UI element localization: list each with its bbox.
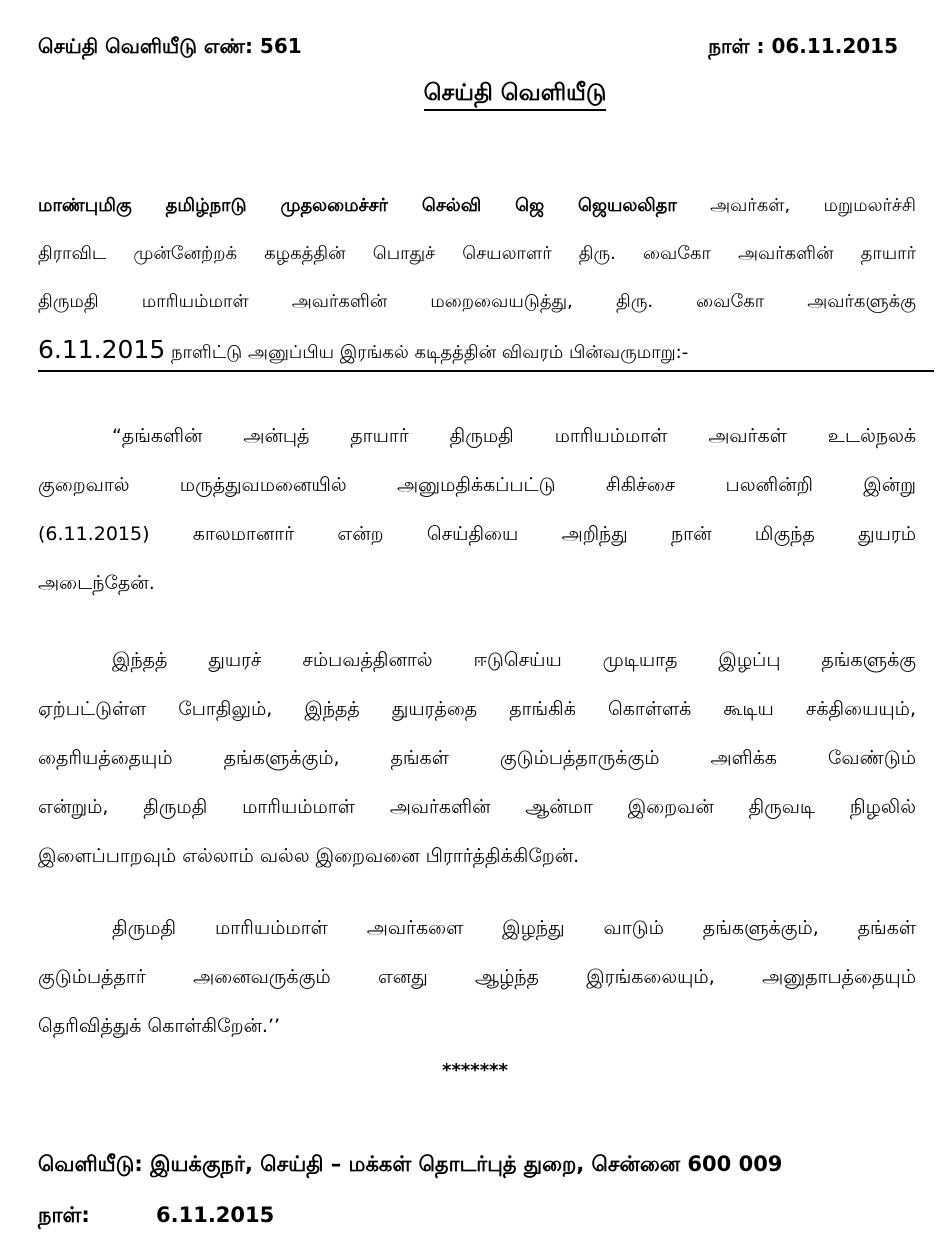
paragraph-line: திருமதி மாரியம்மாள் அவர்களை இழந்து வாடும் தங்களுக்கும், தங்கள்	[112, 917, 916, 939]
release-date: நாள் : 06.11.2015	[708, 34, 898, 58]
paragraph-line: குறைவால் மருத்துவமனையில் அனுமதிக்கப்பட்டு சிகிச்சை பலனின்றி இன்று	[38, 474, 916, 496]
letter-paragraph-1	[38, 412, 916, 608]
paragraph-line: ஏற்பட்டுள்ள போதிலும், இந்தத் துயரத்தை தாங்கிக் கொள்ளக் கூடிய சக்தியையும்,	[38, 698, 916, 720]
footer-issued-by: வெளியீடு: இயக்குநர், செய்தி – மக்கள் தொடர்புத் துறை, சென்னை 600 009	[38, 1152, 783, 1176]
intro-line-4-rest: நாளிட்டு அனுப்பிய இரங்கல் கடிதத்தின் விவரம் பின்வருமாறு:-	[170, 342, 689, 363]
paragraph-line: குடும்பத்தார் அனைவருக்கும் எனது ஆழ்ந்த இரங்கலையும், அனுதாபத்தையும்	[38, 966, 916, 988]
separator-stars: *******	[442, 1060, 508, 1081]
paragraph-line: இந்தத் துயரச் சம்பவத்தினால் ஈடுசெய்ய முடியாத இழப்பு தங்களுக்கு	[112, 649, 916, 671]
intro-line-1-rest: அவர்கள், மறுமலர்ச்சி	[710, 195, 916, 216]
paragraph-line: என்றும், திருமதி மாரியம்மாள் அவர்களின் ஆன்மா இறைவன் திருவடி நிழலில்	[38, 796, 916, 818]
intro-paragraph	[38, 182, 916, 377]
letter-paragraph-2	[38, 636, 916, 881]
footer-date	[38, 1203, 275, 1230]
release-number: செய்தி வெளியீடு எண்: 561	[38, 34, 302, 58]
paragraph-line: தைரியத்தையும் தங்களுக்கும், தங்கள் குடும்பத்தாருக்கும் அளிக்க வேண்டும்	[38, 747, 916, 769]
intro-line-3: திருமதி மாரியம்மாள் அவர்களின் மறைவையடுத்து, திரு. வைகோ அவர்களுக்கு	[38, 291, 916, 312]
divider-line	[38, 370, 934, 372]
paragraph-line: இளைப்பாறவும் எல்லாம் வல்ல இறைவனை பிரார்த்திக்கிறேன்.	[38, 845, 580, 867]
letter-paragraph-3	[38, 904, 916, 1051]
footer-date-label: நாள்:	[38, 1203, 90, 1227]
intro-line-2: திராவிட முன்னேற்றக் கழகத்தின் பொதுச் செயலாளர் திரு. வைகோ அவர்களின் தாயார்	[38, 243, 916, 264]
intro-bold-lead: மாண்புமிகு தமிழ்நாடு முதலமைச்சர் செல்வி ஜெ ஜெயலலிதா	[38, 195, 677, 216]
intro-line-1	[38, 182, 916, 230]
paragraph-line: (6.11.2015) காலமானார் என்ற செய்தியை அறிந்து நான் மிகுந்த துயரம்	[38, 523, 916, 545]
paragraph-line: “தங்களின் அன்புத் தாயார் திருமதி மாரியம்மாள் அவர்கள் உடல்நலக்	[112, 425, 916, 447]
intro-date: 6.11.2015	[38, 335, 166, 364]
page-title-text: செய்தி வெளியீடு	[424, 80, 607, 111]
paragraph-line: தெரிவித்துக் கொள்கிறேன்.’’	[38, 1015, 281, 1037]
page-title	[0, 80, 950, 109]
paragraph-line: அடைந்தேன்.	[38, 572, 155, 594]
footer-date-value: 6.11.2015	[156, 1203, 275, 1227]
